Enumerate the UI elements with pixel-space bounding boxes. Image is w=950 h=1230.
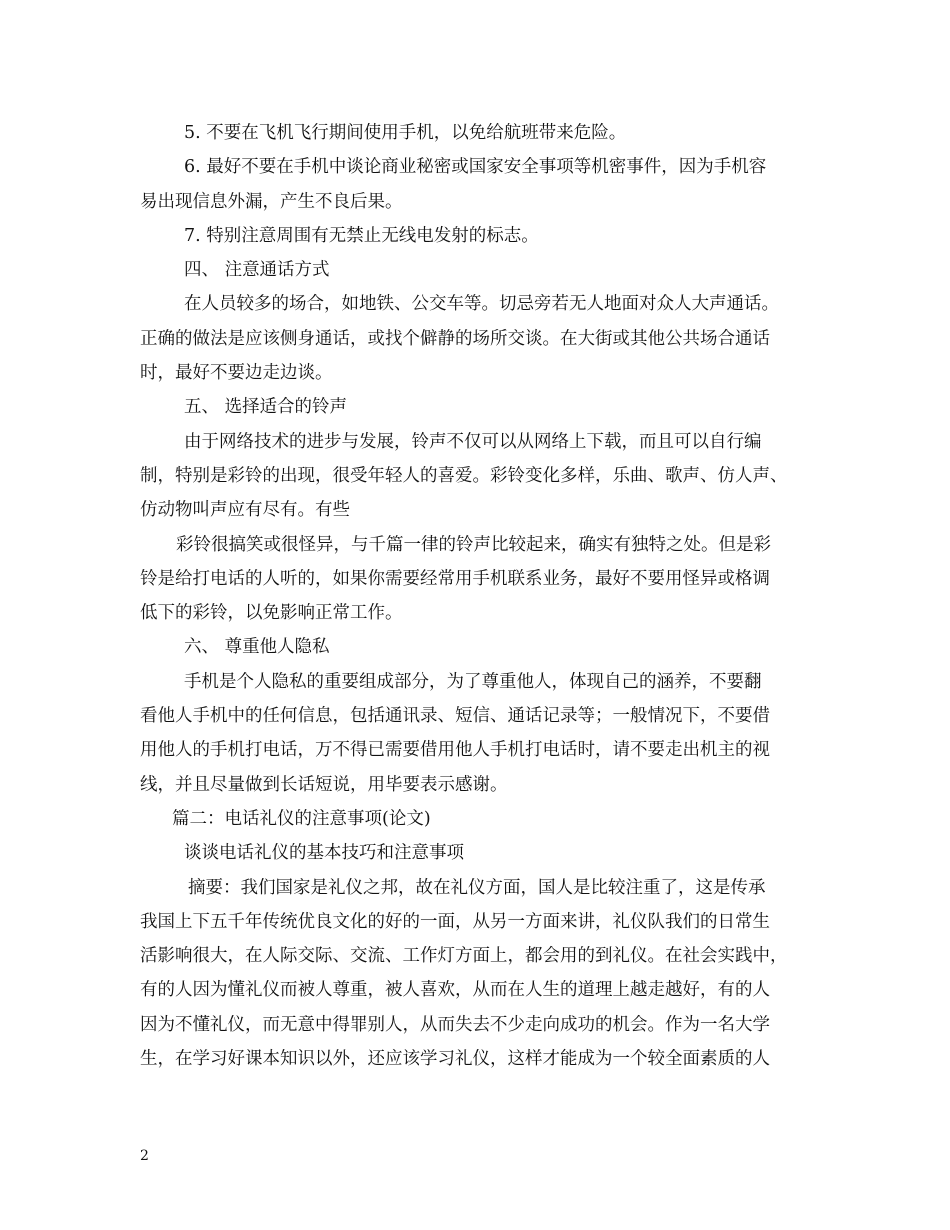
text-line: 篇二：电话礼仪的注意事项(论文)	[172, 808, 431, 829]
text-line: 有的人因为懂礼仪而被人尊重，被人喜欢，从而在人生的道理上越走越好，有的人	[140, 980, 770, 1001]
text-line: 线，并且尽量做到长话短说，用毕要表示感谢。	[140, 774, 508, 795]
text-line: 正确的做法是应该侧身通话，或找个僻静的场所交谈。在大街或其他公共场合通话	[140, 328, 770, 349]
text-line: 看他人手机中的任何信息，包括通讯录、短信、通话记录等；一般情况下，不要借	[140, 706, 770, 727]
text-line: 六、 尊重他人隐私	[184, 637, 330, 658]
text-line: 7. 特别注意周围有无禁止无线电发射的标志。	[184, 225, 539, 246]
text-line: 五、 选择适合的铃声	[184, 397, 348, 418]
text-line: 在人员较多的场合，如地铁、公交车等。切忌旁若无人地面对众人大声通话。	[184, 294, 779, 315]
text-line: 铃是给打电话的人听的，如果你需要经常用手机联系业务，最好不要用怪异或格调	[140, 568, 770, 589]
text-line: 因为不懂礼仪，而无意中得罪别人，从而失去不少走向成功的机会。作为一名大学	[140, 1014, 770, 1035]
text-line: 彩铃很搞笑或很怪异，与千篇一律的铃声比较起来，确实有独特之处。但是彩	[176, 534, 771, 555]
text-line: 低下的彩铃，以免影响正常工作。	[140, 603, 403, 624]
text-line: 手机是个人隐私的重要组成部分，为了尊重他人，体现自己的涵养，不要翻	[184, 671, 762, 692]
text-line: 易出现信息外漏，产生不良后果。	[140, 191, 403, 212]
document-body	[140, 116, 820, 1076]
text-line: 6. 最好不要在手机中谈论商业秘密或国家安全事项等机密事件，因为手机容	[184, 157, 767, 178]
page-number: 2	[140, 1148, 149, 1164]
text-line: 由于网络技术的进步与发展，铃声不仅可以从网络上下载，而且可以自行编	[184, 431, 762, 452]
text-line: 摘要：我们国家是礼仪之邦，故在礼仪方面，国人是比较注重了，这是传承	[188, 877, 766, 898]
text-line: 5. 不要在飞机飞行期间使用手机，以免给航班带来危险。	[184, 123, 627, 143]
text-line: 制，特别是彩铃的出现，很受年轻人的喜爱。彩铃变化多样，乐曲、歌声、仿人声、	[140, 465, 788, 486]
text-line: 用他人的手机打电话，万不得已需要借用他人手机打电话时，请不要走出机主的视	[140, 740, 770, 761]
text-line: 活影响很大，在人际交际、交流、工作灯方面上，都会用的到礼仪。在社会实践中，	[140, 946, 788, 967]
text-line: 时，最好不要边走边谈。	[140, 363, 333, 384]
text-line: 四、 注意通话方式	[184, 260, 330, 281]
text-line: 我国上下五千年传统优良文化的好的一面，从另一方面来讲，礼仪队我们的日常生	[140, 911, 770, 932]
text-line: 谈谈电话礼仪的基本技巧和注意事项	[184, 843, 464, 864]
text-line: 生，在学习好课本知识以外，还应该学习礼仪，这样才能成为一个较全面素质的人	[140, 1049, 770, 1070]
text-line: 仿动物叫声应有尽有。有些	[140, 500, 350, 521]
